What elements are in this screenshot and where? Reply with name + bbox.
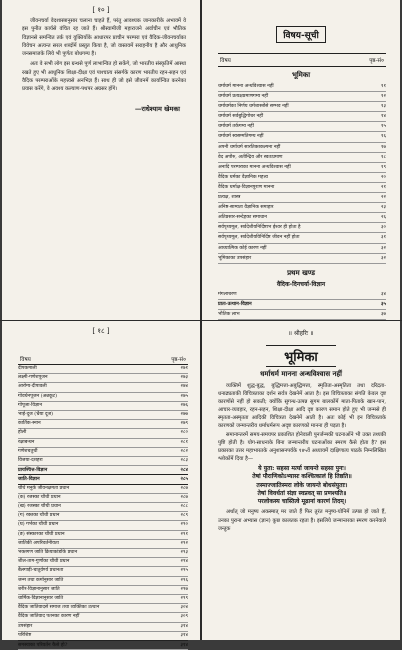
contents-row-page: १४ — [381, 114, 386, 120]
col-subject: विषय — [220, 58, 231, 64]
contents-row-label: धर्माधर्म सर्वबुद्धिगोचर नहीं — [218, 114, 264, 120]
contents-row — [218, 183, 386, 193]
contents-row-label: कार्तिक-स्नान — [18, 421, 41, 427]
contents-row — [18, 439, 188, 448]
contents-row-page: २३ — [381, 205, 386, 211]
contents-row-page: ३१४ — [180, 632, 188, 638]
contents-row-label: (ख) रजस्का चौथी प्रधान — [18, 504, 61, 510]
contents-row — [218, 153, 386, 163]
contents-row-label: वैदिक धर्माक्ष-विज्ञानपुराण मानना — [218, 184, 275, 190]
contents-row-page: ३२ — [381, 245, 386, 251]
contents-row-page: २७१ — [180, 366, 188, 371]
contents-row — [218, 300, 386, 310]
contents-row — [18, 549, 188, 558]
contents-row — [18, 632, 188, 641]
contents-row-page: २९२ — [180, 540, 188, 546]
contents-row — [218, 173, 386, 183]
contents-list — [218, 82, 386, 264]
contents-row-label: धर्माधर्म तर्कगम्य नहीं — [218, 124, 254, 130]
contents-row-page: ३१४ — [180, 623, 188, 629]
contents-row-label: भक्तगण जाति क्रियाकांडोंके प्रधान — [18, 550, 78, 556]
contents-row-label: भूमिकाका उपसंहार — [218, 255, 252, 261]
contents-row — [218, 143, 386, 153]
contents-row — [18, 448, 188, 457]
contents-row — [18, 411, 188, 420]
contents-row — [18, 475, 188, 484]
contents-row-label: चौथे मनुके जीवनक्षमता प्रधान — [18, 485, 70, 491]
contents-row-page: २९७ — [180, 586, 188, 592]
contents-row-page: २२ — [381, 195, 386, 201]
contents-row-page: १६ — [381, 134, 386, 140]
contents-row — [218, 112, 386, 122]
contents-row — [18, 393, 188, 402]
intro-paragraph: समानान्तरमें समय-समयपर प्रकाशित होनेवाली पुनर्जन्मकी घटनाओंने भी उक्त तथ्यकी पुष्टि होती है। योग-साधनाके बिना जन्मान्तरीय घटनाओंका स्मरण कैसे होता है? इस प्रकारका उत्तर महाभारतके अनुशासनपर्वके १४५वें अध्यायमें दाक्षिणात्य पाठके निम्नलिखित श्लोकोंमें दिया है— — [218, 431, 386, 462]
contents-row — [18, 402, 188, 411]
contents-row-page: ३०९ — [180, 614, 188, 620]
contents-row — [18, 540, 188, 549]
contents-row-label: उपसंहार — [18, 623, 33, 629]
verse-line: तेषां पौराणिकोऽभ्यासः कश्चित्कालं हि तिष्ठति॥ — [252, 473, 352, 481]
contents-row-page: २० — [381, 174, 386, 180]
contents-row — [18, 457, 188, 466]
contents-row-page: २८५ — [180, 476, 188, 483]
contents-row-page: ११ — [381, 84, 386, 89]
contents-list — [18, 365, 188, 650]
contents-row — [18, 567, 188, 576]
contents-row-label: धर्माधर्म मानना अन्धविश्वास नहीं — [218, 84, 274, 89]
contents-row-label: वैदिक जातिवादसे समाज तथा व्यक्तिका उत्थान — [18, 605, 100, 611]
contents-title-label: विषय-सूची — [276, 26, 326, 43]
contents-row-label: धर्माधर्म स्वसम्मतिगम्य नहीं — [218, 134, 264, 140]
contents-row-page: १९ — [381, 164, 386, 170]
contents-row-label: (ग) रक्तका चौथी प्रधान — [18, 513, 60, 519]
contents-row — [218, 233, 386, 243]
contents-row-label: परिशिष्ट — [18, 632, 32, 638]
contents-row — [218, 92, 386, 102]
col-page: पृष्ठ-सं० — [171, 357, 186, 363]
contents-row — [18, 595, 188, 604]
contents-row-page: २१ — [381, 184, 386, 190]
contents-row-label: शरीर-विज्ञानानुसार जाति — [18, 586, 60, 592]
contents-row-page: २७३ — [180, 375, 188, 381]
section-subheading: वैदिक-दिनचर्या-विज्ञान — [276, 280, 326, 288]
chapter-title-text: भूमिका — [284, 350, 318, 365]
contents-row — [218, 223, 386, 233]
contents-row-label: धार्मिक-विज्ञानानुसार जाति — [18, 596, 64, 602]
contents-row-label: जातिकी अपरिवर्तनीयता — [18, 540, 59, 546]
contents-row-page: ३१ — [381, 235, 386, 241]
contents-row-label: प्रत्यक्ष, शास्त्र — [218, 195, 241, 201]
contents-row-page: २७५ — [180, 393, 188, 399]
contents-row — [18, 623, 188, 632]
contents-row-page: ३४ — [381, 291, 386, 297]
contents-row-page: २८४ — [180, 467, 188, 474]
contents-row-page: २८० — [180, 430, 188, 436]
col-page: पृष्ठ-सं० — [369, 58, 384, 64]
contents-row — [18, 420, 188, 429]
contents-row-label: प्रातः-उत्थान-विज्ञान — [218, 300, 252, 307]
preface-paragraph: जीवनचर्या वेदशास्त्रानुसार चलाना चाहते हैं, परंतु आवश्यक जानकारीके अभावमें वे इस पुनीत कार्यसे वंचित रह जाते हैं। श्रीस्वामीजी महाराजने अर्वाचीन एवं भौतिक विज्ञानसे समन्वित तर्क एवं युक्तियोंके आधारपर प्राचीन परम्परा एवं वैदिक-जीवनचर्याका विवेचन अत्यन्त सरल शब्दोंमें प्रस्तुत किया है, जो वास्तवमें सराहनीय है और आधुनिक जनसमाजके लिये भी पूर्णतः बोधगम्य है। — [22, 18, 186, 58]
contents-row-page: २८८ — [180, 504, 188, 510]
contents-row — [218, 102, 386, 112]
contents-row — [18, 485, 188, 494]
contents-row-label: अतिप्रसार-सन्देहका समाधान — [218, 215, 267, 221]
col-subject: विषय — [20, 357, 31, 363]
contents-row — [218, 82, 386, 92]
contents-row-page: २९४ — [180, 559, 188, 565]
contents-row-page: २९६ — [180, 577, 188, 583]
contents-row-page: २७४ — [180, 384, 188, 390]
contents-row — [18, 466, 188, 475]
intro-text — [202, 379, 400, 533]
contents-row-page: ३७ — [381, 311, 386, 317]
contents-row-label: अनिष्ट-साम्यता वैज्ञानिक समाहार — [218, 205, 274, 211]
contents-row-page: २८९ — [180, 513, 188, 519]
section-heading: प्रथम खण्ड — [287, 267, 315, 277]
contents-row-label: लक्ष्मी-गणेशपूजन — [18, 375, 48, 381]
contents-row-label: भौतिक लाभ — [218, 311, 240, 317]
invocation: ॥ श्रीहरिः ॥ — [288, 330, 314, 337]
page-preface-end — [2, 0, 200, 320]
contents-row — [18, 577, 188, 586]
contents-row-label: गोवर्धनपूजन (अन्नकूट) — [18, 393, 57, 399]
contents-row-label: दीपकमाली — [18, 366, 37, 371]
contents-row-page: २७६ — [180, 402, 188, 408]
contents-row — [18, 613, 188, 622]
contents-row-label: प्रायश्चित्त-विज्ञान — [18, 467, 48, 474]
contents-row — [218, 290, 386, 300]
contents-row-label: धर्माधर्म प्रत्यक्षप्रमाणगम्य नहीं — [218, 94, 269, 100]
page-number: [ १० ] — [92, 6, 110, 14]
contents-row — [218, 203, 386, 213]
contents-row-label: शील-ताम-गुणोंका चौथी प्रधान — [18, 559, 70, 565]
contents-row-page: २९५ — [180, 568, 188, 574]
contents-row-page: ३२ — [381, 255, 386, 261]
contents-row-label: वैदिक जातिवाद पतनका कारण नहीं — [18, 614, 80, 620]
contents-row — [218, 193, 386, 203]
contents-row-label: सर्वपृथ्यमूल, सर्वदेशीयनिर्दिष्टाभ ईश्वर ही होता है — [218, 225, 301, 231]
contents-row-page: २८३ — [180, 458, 188, 464]
contents-row-page: २७७ — [180, 412, 188, 418]
contents-row-page: २७९ — [180, 421, 188, 427]
intro-paragraph: अर्थात् जो मनुष्य अकस्मात् मर जाते हैं फिर तुरंत मनुष्य-योनिमें उत्पन्न हो जाते हैं, उनका पुराना अभ्यास (ज्ञान) कुछ कालतक रहता है। इसलिये जन्मान्तरका स्मरण करनेवाले जन्तुक — [218, 509, 386, 532]
contents-row-page: १५ — [381, 124, 386, 130]
preface-paragraph: अतः वे सभी लोग इस ग्रन्थसे पूर्ण लाभान्वित हो सकेंगे, जो भारतीय संस्कृतिमें आस्था रखते हुए भी आधुनिक शिक्षा-दीक्षा एवं पाश्चात्य संसर्गके कारण भारतीय रहन-सहन एवं वैदिक परम्पराओंके महत्त्वसे अनभिज्ञ हैं। साथ ही जो इसे जीवनमें कार्यान्वित करनेका प्रयास करेंगे, वे अवश्य कल्याण-पथपर अग्रसर होंगे। — [22, 61, 186, 93]
contents-row — [18, 374, 188, 383]
contents-row-label: बैलगाड़ी-चातुर्वर्ण्य प्रधानता — [18, 568, 64, 574]
verse-block — [218, 465, 386, 506]
verse-line: तस्माज्जातिस्मरा लोके जायन्ते बोधसंयुताः। — [256, 481, 348, 489]
contents-row-label: रक्षाबन्धन — [18, 439, 35, 445]
contents-row-label: धर्माधर्मका निर्णय धर्मशास्त्रोंसे सम्भव नहीं — [218, 104, 289, 110]
contents-row-label: वैदिक धर्मका वैज्ञानिक महत्त्व — [218, 174, 268, 180]
title-rule — [266, 366, 336, 367]
contents-row-label: सर्वपृथ्यमूल, सर्वदेशीयविनिर्दिष्ट जीवन नहीं होता — [218, 235, 300, 241]
contents-row-page: २८२ — [180, 448, 188, 454]
contents-row-label: आरोग्य-दीपावली — [18, 384, 47, 390]
contents-header — [18, 354, 188, 365]
chapter-title — [202, 345, 400, 367]
contents-row — [18, 429, 188, 438]
contents-row — [18, 604, 188, 613]
page-contents-continued — [2, 321, 200, 649]
contents-row — [218, 310, 386, 320]
contents-title — [202, 26, 400, 43]
contents-row — [18, 531, 188, 540]
contents-row-page: १७ — [381, 144, 386, 150]
contents-row-label: मंगलाचरण — [218, 291, 237, 297]
contents-row-page: २८७ — [180, 494, 188, 500]
contents-row-page: ३१४ — [180, 642, 188, 649]
contents-row-label: जन्म तथा कर्मानुसार जाति — [18, 577, 64, 583]
preface-text — [2, 15, 200, 94]
contents-row-page: २९० — [180, 522, 188, 528]
contents-row-label: समस्याका परिवर्तन कैसे हो? — [18, 642, 68, 649]
contents-row-page: ३०४ — [180, 605, 188, 611]
contents-row-page: ३० — [381, 225, 386, 231]
contents-row — [18, 365, 188, 374]
contents-row — [18, 558, 188, 567]
contents-row-page: १३ — [381, 104, 386, 110]
contents-row-page: २९३ — [180, 550, 188, 556]
contents-row-page: २६ — [381, 215, 386, 221]
contents-row-label: अनादि परम्पराका मानना अन्धविश्वास नहीं — [218, 164, 291, 170]
contents-row — [218, 132, 386, 142]
contents-row-label: जाति-विज्ञान — [18, 476, 40, 483]
contents-row-label: (घ) गर्भका चौथी प्रधान — [18, 522, 59, 528]
contents-row-page: १२ — [381, 94, 386, 100]
contents-row-page: २८७ — [180, 485, 188, 491]
contents-row-page: १८ — [381, 154, 386, 160]
contents-row — [18, 521, 188, 530]
verse-line: तेषां विवर्धतां संज्ञा स्वप्नवत् सा प्रणश्यति॥ — [257, 489, 347, 497]
contents-header — [218, 53, 386, 67]
contents-row-page: २९९ — [180, 596, 188, 602]
contents-row — [18, 641, 188, 650]
contents-row — [18, 512, 188, 521]
contents-row-label: आध्यात्मिक कोई कारण नहीं — [218, 245, 267, 251]
page-number: [ १८ ] — [92, 327, 110, 335]
contents-row-page: ३५ — [381, 300, 386, 307]
contents-row — [218, 122, 386, 132]
contents-row — [18, 503, 188, 512]
contents-row-label: गणेशचतुर्थी — [18, 448, 38, 454]
contents-row — [18, 586, 188, 595]
contents-row — [218, 163, 386, 173]
contents-row-page: २९१ — [180, 531, 188, 537]
page-introduction — [202, 321, 400, 640]
page-contents — [202, 0, 400, 320]
contents-row-label: (क) रजस्का चौथी प्रधान — [18, 494, 61, 500]
contents-row-page: २८१ — [180, 439, 188, 445]
contents-row — [18, 494, 188, 503]
signature: —राधेश्याम खेमका — [134, 104, 180, 113]
contents-row-label: (ङ) संस्कारका चौथी प्रधान — [18, 531, 65, 537]
chapter-subtitle: धर्माधर्म मानना अन्धविश्वास नहीं — [260, 369, 342, 378]
section-heading: भूमिका — [291, 70, 311, 79]
contents-row — [218, 244, 386, 254]
contents-row — [18, 383, 188, 392]
title-rule — [266, 345, 336, 346]
contents-row — [218, 213, 386, 223]
verse-line: ये युता: सहसा मर्त्या जायन्ते सहसा पुनः। — [258, 464, 346, 472]
contents-row-label: वेद अपौरु, अतीन्द्रिय और स्वतःप्रमाण — [218, 154, 283, 160]
contents-row-label: विजया-दशहरा — [18, 458, 43, 464]
intro-paragraph: व्यक्तिमें शुद्ध-बुद्ध, बुद्धिमत्ता-अबुद्धिमत्ता, स्मृतिता-अस्मृतिता तथा दरिद्रता-धनाढ्यताकी विचित्रताका दर्शन सर्वत्र देखनेमें आता है। इस विचित्रताका संगति केवल दृष्ट कारणोंसे नहीं हो सकती; क्योंकि सुगन्ध-उत्पन्न सुगम बालकोंमें माता-पिताके खान-पान, आचार-व्यवहार, रहन-सहन, शिक्षा-दीक्षा आदि दृष्ट कारण समान होते हुए भी जन्मसे ही स्मृतता-अस्मृतता आदिकी विचित्रता देखनेमें आती है। अतः कोई भी इन विचित्रताके कारणको जन्मान्तरीय धर्माधर्मरूप अदृष्ट कारणको मानना ही पड़ता है। — [218, 383, 386, 430]
contents-row — [218, 254, 386, 264]
contents-row-label: अपनी धर्माधर्म सारतिक्तकल्पना नहीं — [218, 144, 281, 150]
contents-row-label: होली — [18, 430, 27, 436]
contents-row-label: गोपूजा-विज्ञान — [18, 402, 42, 408]
contents-row-label: भाई-दूज (भ्रैया दूज) — [18, 412, 53, 418]
verse-line: परलोकस्य चास्तित्वे मूढानां कारणं तिदम्। — [257, 498, 347, 506]
